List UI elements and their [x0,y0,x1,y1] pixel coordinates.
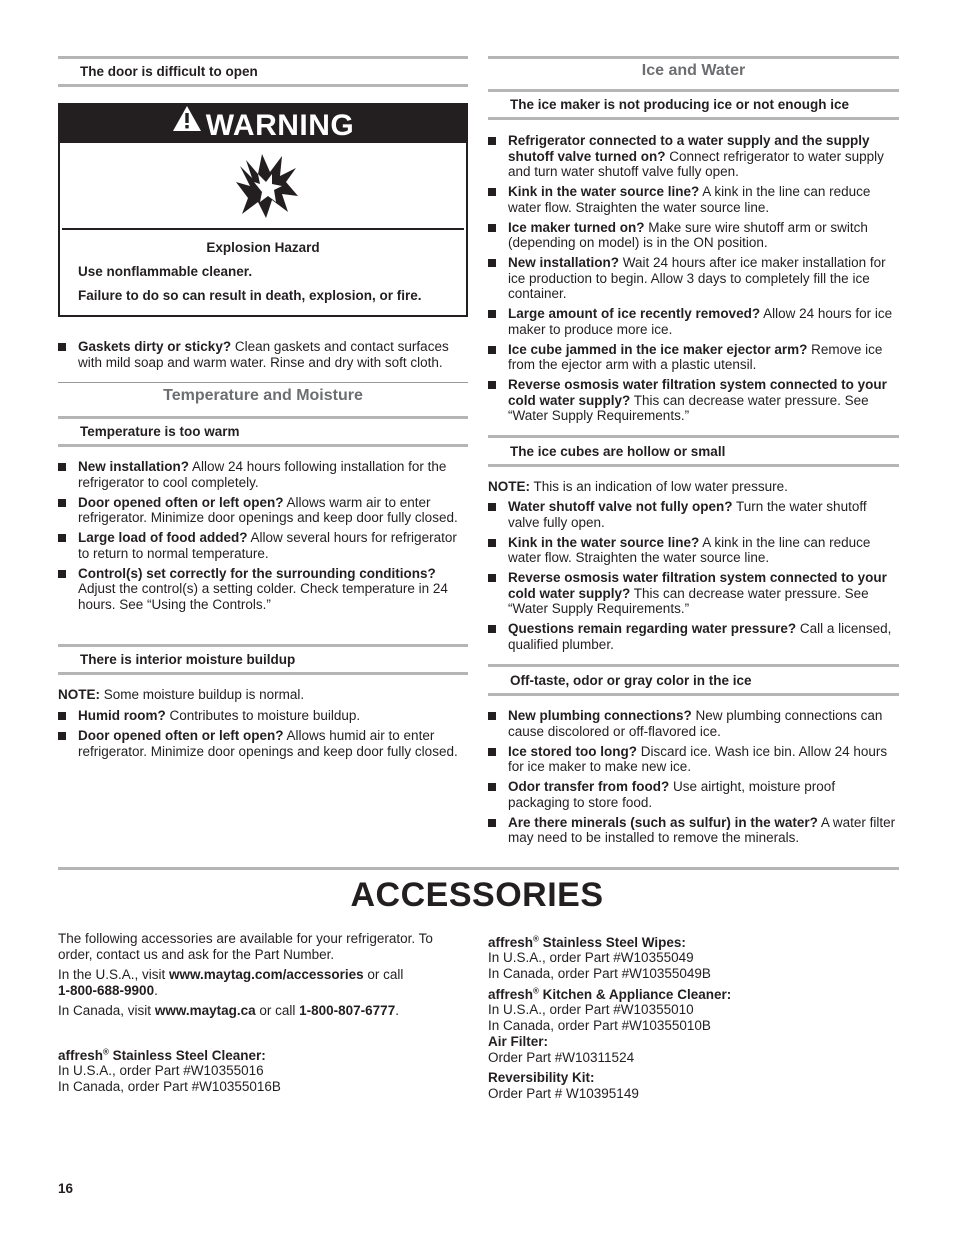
steel-cleaner-block [58,1044,458,1094]
bullet-icon [488,310,496,318]
top-rule-left [58,56,468,59]
temp-list [58,459,470,617]
usa-url-link[interactable]: www.maytag.com/accessories [169,967,364,982]
temp-heading: Temperature is too warm [80,424,240,439]
gaskets-list [58,339,470,375]
note-label: NOTE: [488,479,530,494]
bullet-icon [488,503,496,511]
wipes-us: In U.S.A., order Part #W10355049 [488,950,694,965]
bullet-icon [488,539,496,547]
item-text: Use airtight, moisture proof packaging to store food. [508,779,836,810]
item-text: Allow several hours for refrigerator to return to normal temperature. [78,530,457,561]
list-item [488,708,900,739]
canada-info [58,1003,458,1019]
warning-line2: Failure to do so can result in death, explosion, or fire. [78,288,422,303]
item-text: Allows humid air to enter refrigerator. Minimize door openings and keep door fully closed. [78,728,458,759]
bullet-icon [58,499,66,507]
taste-list [488,708,900,850]
item-bold: Door opened often or left open? [78,728,284,743]
warning-line1: Use nonflammable cleaner. [78,264,253,279]
note-label: NOTE: [58,687,100,702]
air-filter-part: Order Part #W10311524 [488,1049,635,1065]
list-item [488,499,900,530]
steel-cleaner-ca: In Canada, order Part #W10355016B [58,1078,281,1094]
canada-prefix: In Canada, visit [58,1003,155,1018]
item-text: A kink in the line can reduce water flow. Straighten the water source line. [508,184,871,215]
item-bold: New plumbing connections? [508,708,692,723]
item-text: Connect refrigerator to water supply and turn water shutoff valve fully open. [508,148,884,179]
item-text: This can decrease water pressure. See “Water Supply Requirements.” [508,392,869,423]
rule-under-door-heading [58,84,468,87]
warning-box [58,103,468,317]
bullet-icon [488,259,496,267]
item-text: A water filter may need to be installed to remove the minerals. [508,814,896,845]
item-text: Wait 24 hours after ice maker installation for ice production to begin. Allow 3 days to completely fill the ice container. [508,255,886,301]
item-text: Adjust the control(s) a setting colder. Check temperature in 24 hours. See “Using the Controls.” [78,581,448,612]
item-bold: Questions remain regarding water pressure? [508,621,797,636]
item-bold: Door opened often or left open? [78,494,284,510]
list-item [488,306,900,337]
canada-url-link[interactable]: www.maytag.ca [154,1003,256,1018]
list-item [58,566,470,613]
rule-under-taste-heading [488,693,899,696]
accessories-title: ACCESSORIES [350,876,604,914]
note-text: Some moisture buildup is normal. [100,687,305,702]
rule-under-moisture-heading [58,672,468,675]
warning-title: WARNING [205,109,355,143]
bullet-icon [488,625,496,633]
air-filter-title: Air Filter: [488,1034,549,1049]
list-item [488,535,900,566]
item-text: This can decrease water pressure. See “Water Supply Requirements.” [508,585,869,616]
item-text: Allows warm air to enter refrigerator. Minimize door openings and keep door fully closed. [78,494,458,525]
bullet-icon [58,732,66,740]
kitchen-cleaner-ca: In Canada, order Part #W10355010B [488,1017,711,1033]
list-item [58,459,470,490]
warning-triangle-icon [172,103,202,143]
steel-cleaner-title: affresh® Stainless Steel Cleaner: [58,1047,266,1063]
rule-above-ice-heading [488,89,899,92]
hollow-note [488,479,788,495]
accessories-intro: The following accessories are available for your refrigerator. To order, contact us and ask for the Part Number. [58,931,433,962]
item-bold: New installation? [508,255,620,270]
hollow-list [488,499,900,657]
explosion-icon [232,152,302,220]
item-bold: Large amount of ice recently removed? [508,306,761,321]
rule-under-temp-heading [58,444,468,447]
bullet-icon [488,748,496,756]
rule-above-temp-section [58,382,468,383]
warning-icon-area [62,143,464,230]
ice-section-title: Ice and Water [641,62,746,79]
list-item [488,570,900,617]
bullet-icon [488,381,496,389]
item-text: Allow 24 hours for ice maker to produce more ice. [508,306,893,337]
item-bold: Ice cube jammed in the ice maker ejector arm? [508,341,808,357]
canada-phone: 1-800-807-6777 [299,1003,396,1018]
bullet-icon [488,346,496,354]
item-text: Call a licensed, qualified plumber. [508,621,892,652]
wipes-title: affresh® Stainless Steel Wipes: [488,934,686,950]
temp-section-title: Temperature and Moisture [163,387,363,404]
list-item [488,815,900,846]
bullet-icon [488,819,496,827]
item-bold: Odor transfer from food? [508,779,670,794]
list-item [58,339,470,370]
rule-above-taste-heading [488,664,899,667]
hollow-heading: The ice cubes are hollow or small [510,444,726,459]
item-text: Clean gaskets and contact surfaces with mild soap and warm water. Rinse and dry with soft cloth. [78,339,449,370]
bullet-icon [488,137,496,145]
usa-end: . [154,982,158,998]
bullet-icon [58,534,66,542]
list-item [488,133,900,180]
moisture-note [58,687,304,703]
item-bold: Control(s) set correctly for the surrounding conditions? [78,565,436,581]
accessories-rule [58,867,899,870]
canada-mid: or call [255,1003,300,1018]
rule-above-moisture-heading [58,644,468,647]
warning-header [60,105,466,143]
air-filter-block [488,1034,888,1065]
reversibility-kit-title: Reversibility Kit: [488,1070,595,1085]
reversibility-kit-block [488,1070,888,1101]
bullet-icon [488,188,496,196]
item-text: Allow 24 hours following installation for the refrigerator to cool completely. [78,459,447,490]
item-bold: Are there minerals (such as sulfur) in the water? [508,814,818,830]
bullet-icon [488,712,496,720]
page-number: 16 [58,1181,74,1196]
item-bold: New installation? [78,459,190,474]
list-item [488,779,900,810]
moisture-heading: There is interior moisture buildup [80,652,296,667]
list-item [58,495,470,526]
item-bold: Refrigerator connected to a water supply and the supply shutoff valve turned on? [508,133,870,164]
usa-phone: 1-800-688-9900 [58,982,155,998]
bullet-icon [488,224,496,232]
list-item [488,377,900,424]
moisture-list [58,708,470,764]
taste-heading: Off-taste, odor or gray color in the ice [510,673,752,688]
kitchen-cleaner-block [488,983,888,1033]
steel-cleaner-us: In U.S.A., order Part #W10355016 [58,1063,264,1078]
usa-info [58,967,458,998]
list-item [58,728,470,759]
list-item [488,255,900,302]
item-bold: Gaskets dirty or sticky? [78,339,232,354]
list-item [488,342,900,373]
item-text: Make sure wire shutoff arm or switch (depending on model) is in the ON position. [508,219,868,250]
canada-end: . [395,1003,399,1018]
bullet-icon [488,783,496,791]
item-bold: Kink in the water source line? [508,184,700,199]
wipes-block [488,931,888,981]
item-text: Turn the water shutoff valve fully open. [508,499,867,530]
door-heading: The door is difficult to open [80,64,258,79]
warning-hazard: Explosion Hazard [206,240,320,255]
item-bold: Kink in the water source line? [508,534,700,550]
item-bold: Large load of food added? [78,530,248,545]
bullet-icon [58,570,66,578]
reversibility-kit-part: Order Part # W10395149 [488,1085,639,1101]
item-bold: Reverse osmosis water filtration system connected to your cold water supply? [508,377,887,408]
item-bold: Ice maker turned on? [508,219,645,235]
item-text: A kink in the line can reduce water flow. Straighten the water source line. [508,534,871,565]
usa-prefix: In the U.S.A., visit [58,967,170,982]
item-text: Discard ice. Wash ice bin. Allow 24 hours for ice maker to make new ice. [508,743,888,774]
item-bold: Reverse osmosis water filtration system connected to your cold water supply? [508,570,887,601]
list-item [488,744,900,775]
bullet-icon [58,343,66,351]
rule-under-hollow-heading [488,464,899,467]
list-item [488,220,900,251]
kitchen-cleaner-us: In U.S.A., order Part #W10355010 [488,1002,694,1017]
list-item [488,184,900,215]
bullet-icon [58,712,66,720]
item-bold: Water shutoff valve not fully open? [508,499,733,514]
ice-list [488,133,900,428]
kitchen-cleaner-title: affresh® Kitchen & Appliance Cleaner: [488,986,732,1002]
list-item [58,708,470,724]
item-text: Remove ice from the ejector arm with a plastic utensil. [508,341,883,372]
ice-heading: The ice maker is not producing ice or not enough ice [510,97,850,112]
item-text: New plumbing connections can cause discolored or off-flavored ice. [508,708,883,739]
rule-under-ice-heading [488,117,899,120]
item-bold: Humid room? [78,708,166,723]
note-text: This is an indication of low water pressure. [530,479,788,494]
rule-above-hollow-heading [488,435,899,438]
bullet-icon [488,574,496,582]
top-rule-right [488,56,899,59]
list-item [488,621,900,652]
item-bold: Ice stored too long? [508,743,638,759]
bullet-icon [58,463,66,471]
usa-mid: or call [363,967,404,982]
rule-above-temp-heading [58,416,468,419]
item-text: Contributes to moisture buildup. [165,708,361,723]
list-item [58,530,470,561]
wipes-ca: In Canada, order Part #W10355049B [488,965,711,981]
